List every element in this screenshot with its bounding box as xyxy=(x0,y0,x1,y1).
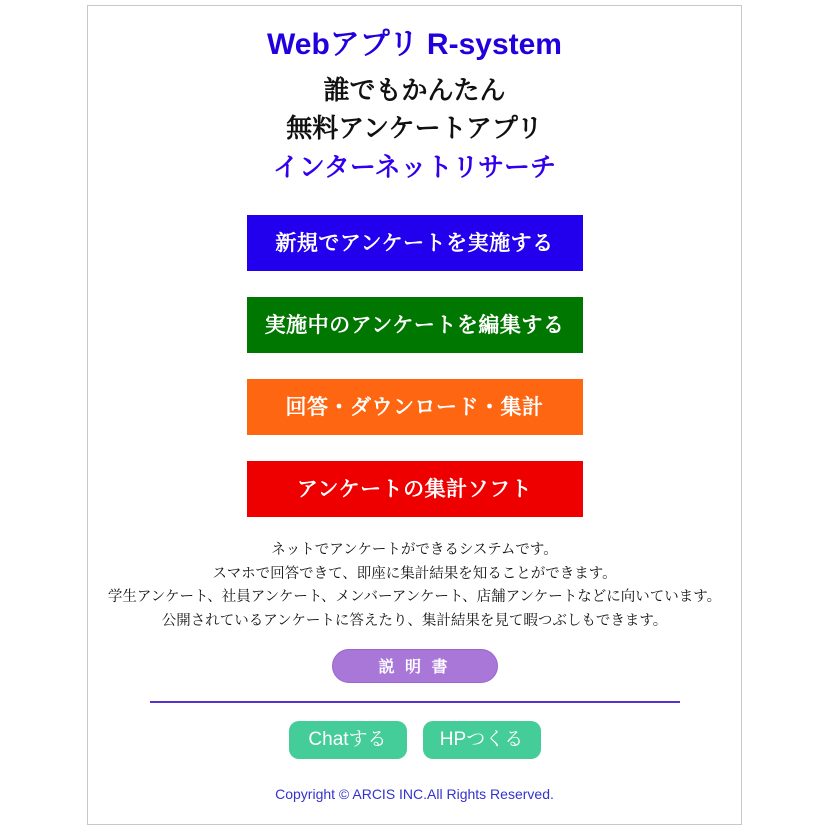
copyright-text: Copyright © ARCIS INC.All Rights Reserved. xyxy=(275,786,554,802)
edit-survey-button[interactable]: 実施中のアンケートを編集する xyxy=(247,297,583,353)
responses-download-tally-button[interactable]: 回答・ダウンロード・集計 xyxy=(247,379,583,435)
description-line-2: スマホで回答できて、即座に集計結果を知ることができます。 xyxy=(212,565,617,582)
description-line-1: ネットでアンケートができるシステムです。 xyxy=(271,542,558,559)
section-divider xyxy=(150,701,680,703)
primary-action-list xyxy=(88,215,741,517)
description-line-4: 公開されているアンケートに答えたり、集計結果を見て暇つぶしもできます。 xyxy=(161,612,668,629)
chat-button[interactable]: Chatする xyxy=(289,721,407,759)
manual-button-wrapper xyxy=(88,649,741,683)
page-frame xyxy=(87,5,742,825)
create-hp-button[interactable]: HPつくる xyxy=(423,721,541,759)
description-line-3: 学生アンケート、社員アンケート、メンバーアンケート、店舗アンケートなどに向いています。 xyxy=(107,589,722,606)
new-survey-button[interactable]: 新規でアンケートを実施する xyxy=(247,215,583,271)
page-subtitle-3: インターネットリサーチ xyxy=(272,152,557,183)
manual-button[interactable]: 説 明 書 xyxy=(332,649,498,683)
secondary-link-row xyxy=(88,721,741,759)
page-subtitle-1: 誰でもかんたん xyxy=(323,75,506,105)
tally-software-button[interactable]: アンケートの集計ソフト xyxy=(247,461,583,517)
page-content xyxy=(88,6,741,802)
page-subtitle-2: 無料アンケートアプリ xyxy=(286,112,543,143)
description-block xyxy=(88,539,741,633)
page-title: Webアプリ R-system xyxy=(267,28,562,61)
